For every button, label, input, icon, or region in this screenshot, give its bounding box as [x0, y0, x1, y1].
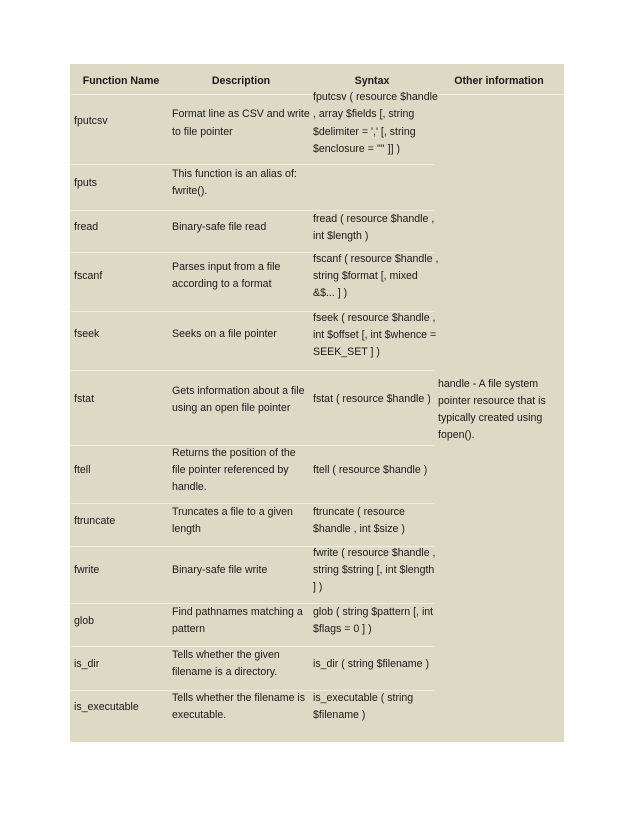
description-line: Find pathnames matching a [172, 606, 303, 618]
function-name-cell: fstat [74, 393, 95, 405]
function-name-cell: is_dir [74, 658, 100, 670]
description-line: filename is a directory. [172, 666, 278, 678]
row-divider [70, 690, 434, 691]
description-line: fwrite(). [172, 185, 208, 197]
row-divider [70, 370, 434, 371]
function-name-cell: ftell [74, 464, 91, 476]
description-line: using an open file pointer [172, 402, 291, 414]
syntax-line: $flags = 0 ] ) [313, 623, 372, 635]
description-line: Returns the position of the [172, 447, 296, 459]
other-info-line-4: fopen(). [438, 429, 475, 441]
syntax-line: $filename ) [313, 709, 366, 721]
syntax-line: $enclosure = '"' ]] ) [313, 143, 401, 155]
row-divider [70, 603, 434, 604]
row-divider [70, 546, 434, 547]
syntax-line: glob ( string $pattern [, int [313, 606, 434, 618]
function-name-cell: fscanf [74, 270, 103, 282]
row-divider [70, 445, 434, 446]
syntax-line: SEEK_SET ] ) [313, 346, 380, 358]
syntax-line: ] ) [313, 581, 323, 593]
description-line: Gets information about a file [172, 385, 305, 397]
description-line: Binary-safe file read [172, 221, 267, 233]
header-other-information: Other information [454, 75, 544, 87]
other-info-line-3: typically created using [438, 412, 543, 424]
description-line: to file pointer [172, 126, 233, 138]
description-line: Truncates a file to a given [172, 506, 293, 518]
description-line: handle. [172, 481, 207, 493]
function-name-cell: fread [74, 221, 99, 233]
function-name-cell: fseek [74, 328, 100, 340]
header-description: Description [211, 75, 271, 87]
function-name-cell: fputs [74, 177, 97, 189]
description-line: Binary-safe file write [172, 564, 268, 576]
syntax-line: ftell ( resource $handle ) [313, 464, 428, 476]
syntax-line: fseek ( resource $handle , [313, 312, 436, 324]
header-function-name: Function Name [82, 75, 160, 87]
row-divider [70, 164, 434, 165]
description-line: executable. [172, 709, 227, 721]
syntax-line: fread ( resource $handle , [313, 213, 435, 225]
syntax-line: string $format [, mixed [313, 270, 418, 282]
description-line: Parses input from a file [172, 261, 281, 273]
description-line: Seeks on a file pointer [172, 328, 277, 340]
function-name-cell: ftruncate [74, 515, 116, 527]
syntax-line: is_executable ( string [313, 692, 414, 704]
syntax-line: $delimiter = ',' [, string [313, 126, 416, 138]
row-divider [70, 252, 434, 253]
other-info-line-1: handle - A file system [438, 378, 539, 390]
syntax-line: is_dir ( string $filename ) [313, 658, 429, 670]
syntax-line: fstat ( resource $handle ) [313, 393, 431, 405]
other-info-line-2: pointer resource that is [438, 395, 546, 407]
function-name-cell: fwrite [74, 564, 100, 576]
description-line: Tells whether the given [172, 649, 280, 661]
row-divider [70, 210, 434, 211]
syntax-line: int $length ) [313, 230, 369, 242]
row-divider [70, 311, 434, 312]
description-line: file pointer referenced by [172, 464, 289, 476]
function-name-cell: is_executable [74, 701, 139, 713]
description-line: Format line as CSV and write [172, 108, 310, 120]
syntax-line: fputcsv ( resource $handle [313, 91, 438, 103]
syntax-line: $handle , int $size ) [313, 523, 405, 535]
syntax-line: fscanf ( resource $handle , [313, 253, 439, 265]
description-line: length [172, 523, 201, 535]
syntax-line: fwrite ( resource $handle , [313, 547, 436, 559]
syntax-line: int $offset [, int $whence = [313, 329, 437, 341]
description-line: according to a format [172, 278, 272, 290]
function-name-cell: glob [74, 615, 95, 627]
description-line: pattern [172, 623, 205, 635]
row-divider [70, 503, 434, 504]
description-line: Tells whether the filename is [172, 692, 306, 704]
syntax-line: string $string [, int $length [313, 564, 435, 576]
row-divider [70, 646, 434, 647]
syntax-line: , array $fields [, string [313, 108, 415, 120]
syntax-line: &$... ] ) [313, 287, 348, 299]
syntax-line: ftruncate ( resource [313, 506, 405, 518]
header-syntax: Syntax [354, 75, 390, 87]
description-line: This function is an alias of: [172, 168, 297, 180]
function-name-cell: fputcsv [74, 115, 108, 127]
